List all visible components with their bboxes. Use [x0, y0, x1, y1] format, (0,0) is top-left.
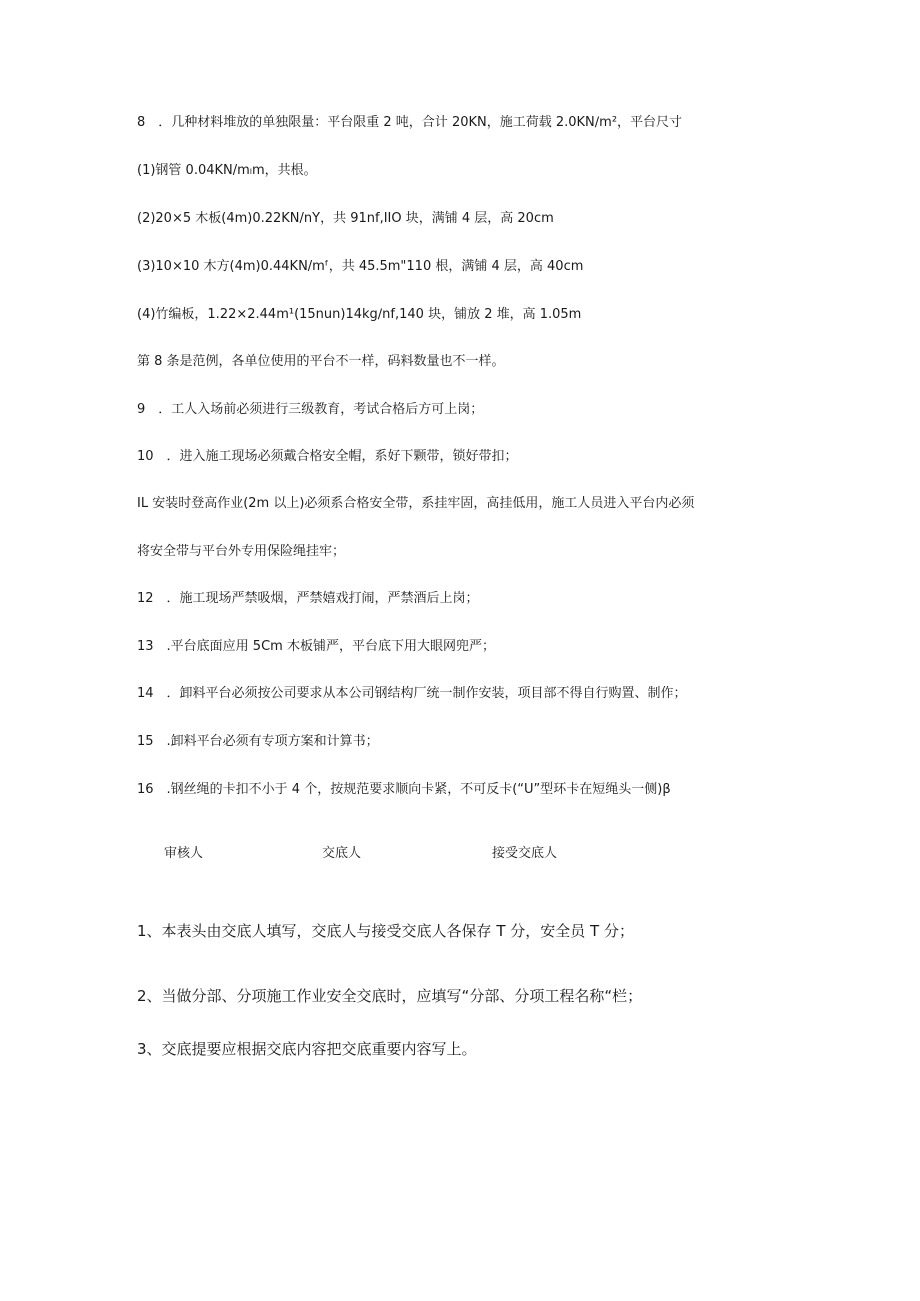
signature-row	[0, 845, 920, 865]
reviewer-label: 审核人	[164, 846, 204, 861]
briefer-label: 交底人	[322, 846, 362, 861]
item-16: 16 .钢丝绳的卡扣不小于 4 个，按规范要求顺向卡紧，不可反卡(“U”型环卡在短绳头一侧)β	[137, 782, 671, 797]
item-8-3: (3)10×10 木方(4m)0.44KN/mᶠ，共 45.5m"110 根，满铺 4 层，高 40cm	[137, 259, 584, 274]
note-2: 2、当做分部、分项施工作业安全交底时，应填写“分部、分项工程名称“栏；	[137, 987, 643, 1005]
item-13: 13 .平台底面应用 5Cm 木板铺严，平台底下用大眼网兜严；	[137, 639, 495, 654]
item-15: 15 .卸料平台必须有专项方案和计算书；	[137, 734, 379, 749]
item-8-1: (1)钢管 0.04KN/mₗm，共根。	[137, 163, 317, 178]
item-11: IL 安装时登高作业(2m 以上)必须系合格安全带，系挂牢固，高挂低用，施工人员进入平台内必须	[137, 496, 695, 511]
item-8: 8 ．几种材料堆放的单独限量：平台限重 2 吨，合计 20KN，施工荷载 2.0KN∕m²，平台尺寸	[137, 115, 683, 130]
item-8-remark: 第 8 条是范例，各单位使用的平台不一样，码料数量也不一样。	[137, 354, 505, 369]
item-11-continued: 将安全带与平台外专用保险绳挂牢；	[137, 544, 346, 559]
receiver-label: 接受交底人	[492, 846, 558, 861]
item-8-4: (4)竹编板，1.22×2.44m¹(15nun)14kg∕nf,140 块，铺放 2 堆，高 1.05m	[137, 307, 582, 322]
item-14: 14 ．卸料平台必须按公司要求从本公司钢结构厂统一制作安装，项目部不得自行购置、制作；	[137, 686, 687, 701]
item-10: 10 ．进入施工现场必须戴合格安全帽，系好下颗带，锁好带扣；	[137, 449, 518, 464]
item-8-2: (2)20×5 木板(4m)0.22KN/nY，共 91nf,IIO 块，满铺 4 层，高 20cm	[137, 211, 554, 226]
note-1: 1、本表头由交底人填写，交底人与接受交底人各保存 T 分，安全员 T 分；	[137, 922, 634, 940]
note-3: 3、交底提要应根据交底内容把交底重要内容写上。	[137, 1040, 477, 1058]
item-12: 12 ．施工现场严禁吸烟，严禁嬉戏打闹，严禁酒后上岗；	[137, 591, 479, 606]
item-9: 9 ．工人入场前必须进行三级教育，考试合格后方可上岗；	[137, 402, 484, 417]
